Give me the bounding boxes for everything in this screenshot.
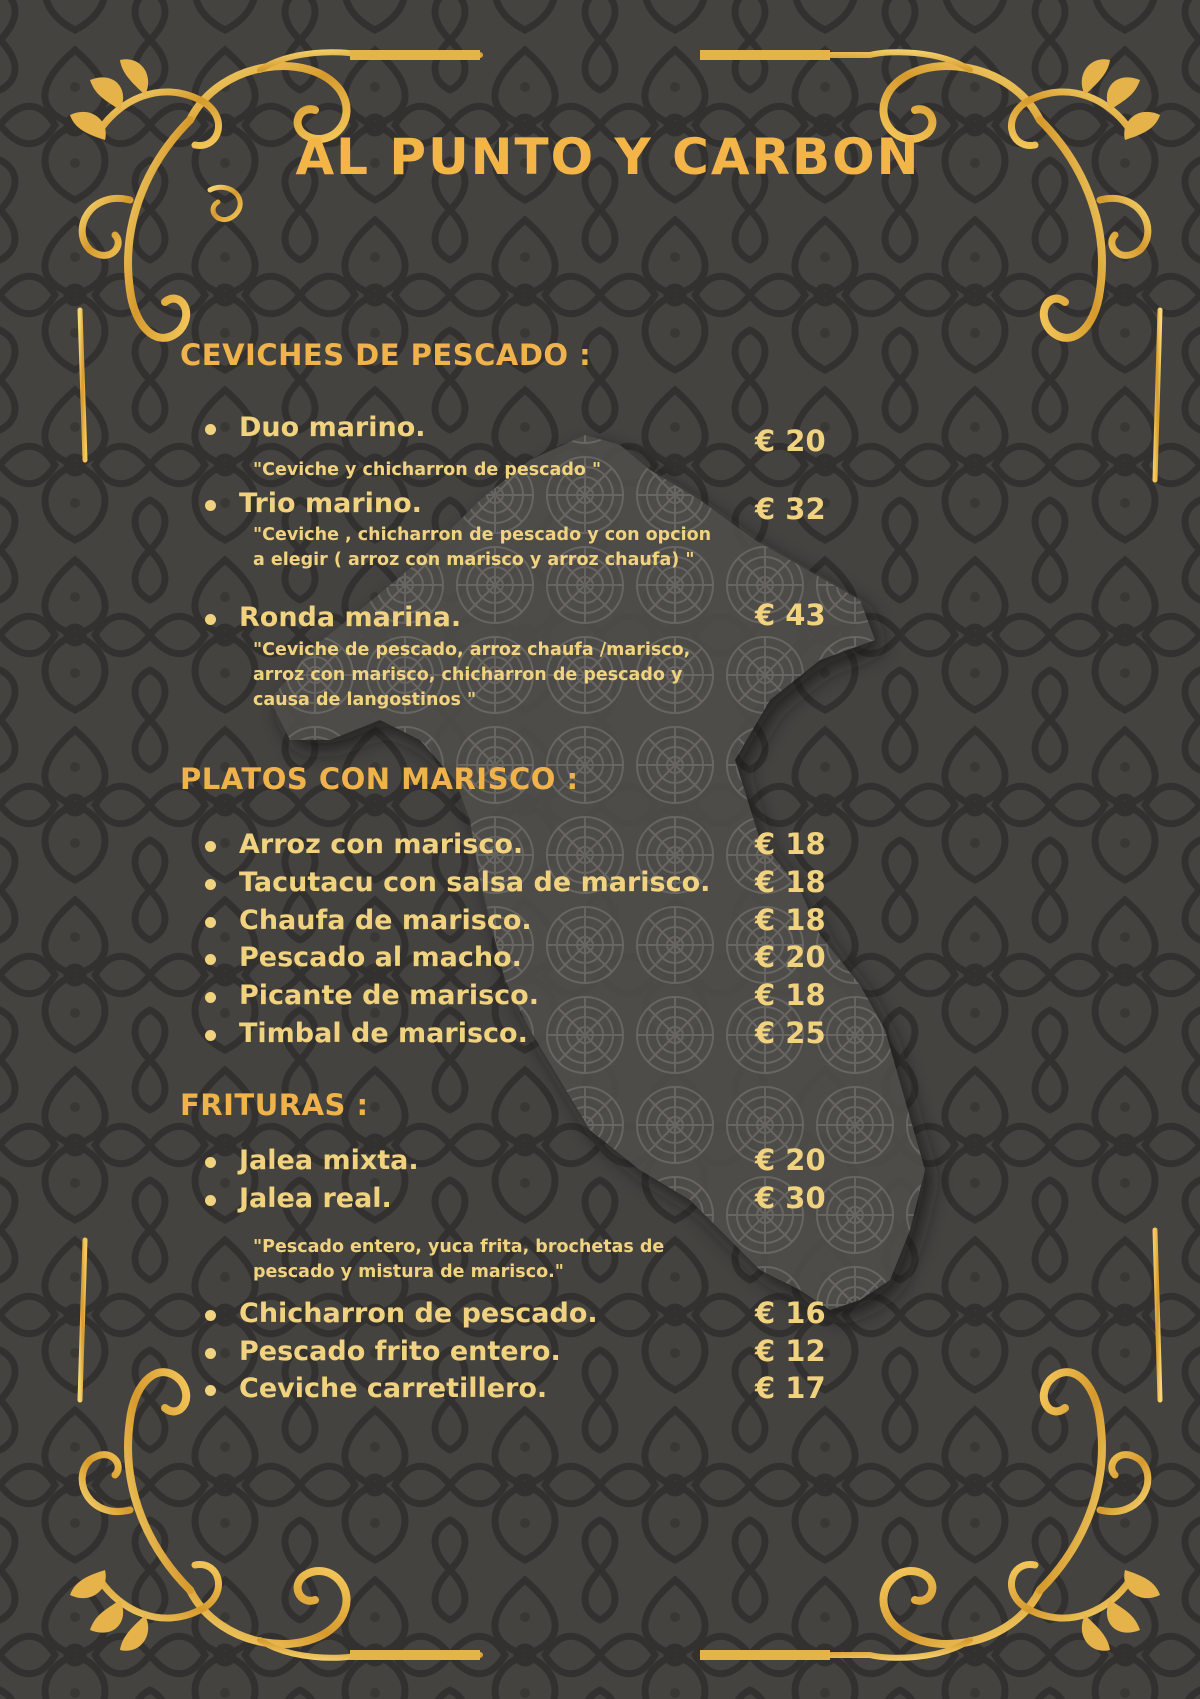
item-price: € 18 (755, 903, 826, 937)
item-name: Jalea mixta. (239, 1145, 419, 1176)
item-price: € 20 (755, 940, 826, 974)
item-description: "Pescado entero, yuca frita, brochetas de pescado y mistura de marisco." (253, 1237, 665, 1282)
menu-item (205, 1373, 1035, 1409)
item-name: Ronda marina. (239, 602, 462, 633)
item-price: € 16 (755, 1296, 826, 1330)
item-price: € 20 (755, 1143, 826, 1177)
item-price: € 18 (755, 865, 826, 899)
section-title-frituras: FRITURAS : (180, 1088, 369, 1122)
item-name: Picante de marisco. (239, 980, 539, 1011)
bullet-icon (205, 917, 216, 928)
bullet-icon (205, 954, 216, 965)
bullet-icon (205, 1385, 216, 1396)
menu-item (205, 905, 1035, 941)
item-price: € 43 (755, 598, 826, 632)
item-name: Tacutacu con salsa de marisco. (239, 867, 711, 898)
bullet-icon (205, 614, 216, 625)
menu-item (205, 1336, 1035, 1372)
bullet-icon (205, 1348, 216, 1359)
item-description: "Ceviche de pescado, arroz chaufa /marisco, arroz con marisco, chicharron de pescado y causa de langostinos " (253, 640, 691, 710)
item-name: Duo marino. (239, 412, 426, 443)
bullet-icon (205, 424, 216, 435)
bullet-icon (205, 1195, 216, 1206)
menu-item (205, 980, 1035, 1016)
bullet-icon (205, 1310, 216, 1321)
section-title-platos: PLATOS CON MARISCO : (180, 762, 579, 796)
item-description: "Ceviche , chicharron de pescado y con opcion a elegir ( arroz con marisco y arroz chaufa) " (253, 525, 712, 570)
menu-item (205, 602, 1035, 638)
item-price: € 30 (755, 1181, 826, 1215)
bullet-icon (205, 879, 216, 890)
item-price: € 20 (755, 424, 826, 458)
menu-item (205, 867, 1035, 903)
item-name: Pescado al macho. (239, 942, 522, 973)
bullet-icon (205, 500, 216, 511)
menu-item (205, 1018, 1035, 1054)
menu-item (205, 1298, 1035, 1334)
item-name: Ceviche carretillero. (239, 1373, 548, 1404)
restaurant-title: AL PUNTO Y CARBON (295, 128, 921, 186)
menu-item (205, 829, 1035, 865)
item-name: Chicharron de pescado. (239, 1298, 598, 1329)
item-name: Timbal de marisco. (239, 1018, 528, 1049)
menu-item (205, 488, 1035, 524)
item-name: Arroz con marisco. (239, 829, 524, 860)
item-name: Pescado frito entero. (239, 1336, 561, 1367)
item-price: € 17 (755, 1371, 826, 1405)
item-price: € 18 (755, 978, 826, 1012)
bullet-icon (205, 1157, 216, 1168)
menu-item (205, 1145, 1035, 1181)
menu-item (205, 412, 1035, 448)
bullet-icon (205, 992, 216, 1003)
menu-item (205, 1183, 1035, 1219)
section-title-ceviches: CEVICHES DE PESCADO : (180, 338, 592, 372)
item-name: Chaufa de marisco. (239, 905, 532, 936)
item-name: Trio marino. (239, 488, 422, 519)
bullet-icon (205, 1030, 216, 1041)
item-price: € 18 (755, 827, 826, 861)
item-price: € 25 (755, 1016, 826, 1050)
item-price: € 32 (755, 492, 826, 526)
item-name: Jalea real. (239, 1183, 392, 1214)
item-price: € 12 (755, 1334, 826, 1368)
bullet-icon (205, 841, 216, 852)
item-description: "Ceviche y chicharron de pescado " (253, 460, 602, 480)
menu-item (205, 942, 1035, 978)
